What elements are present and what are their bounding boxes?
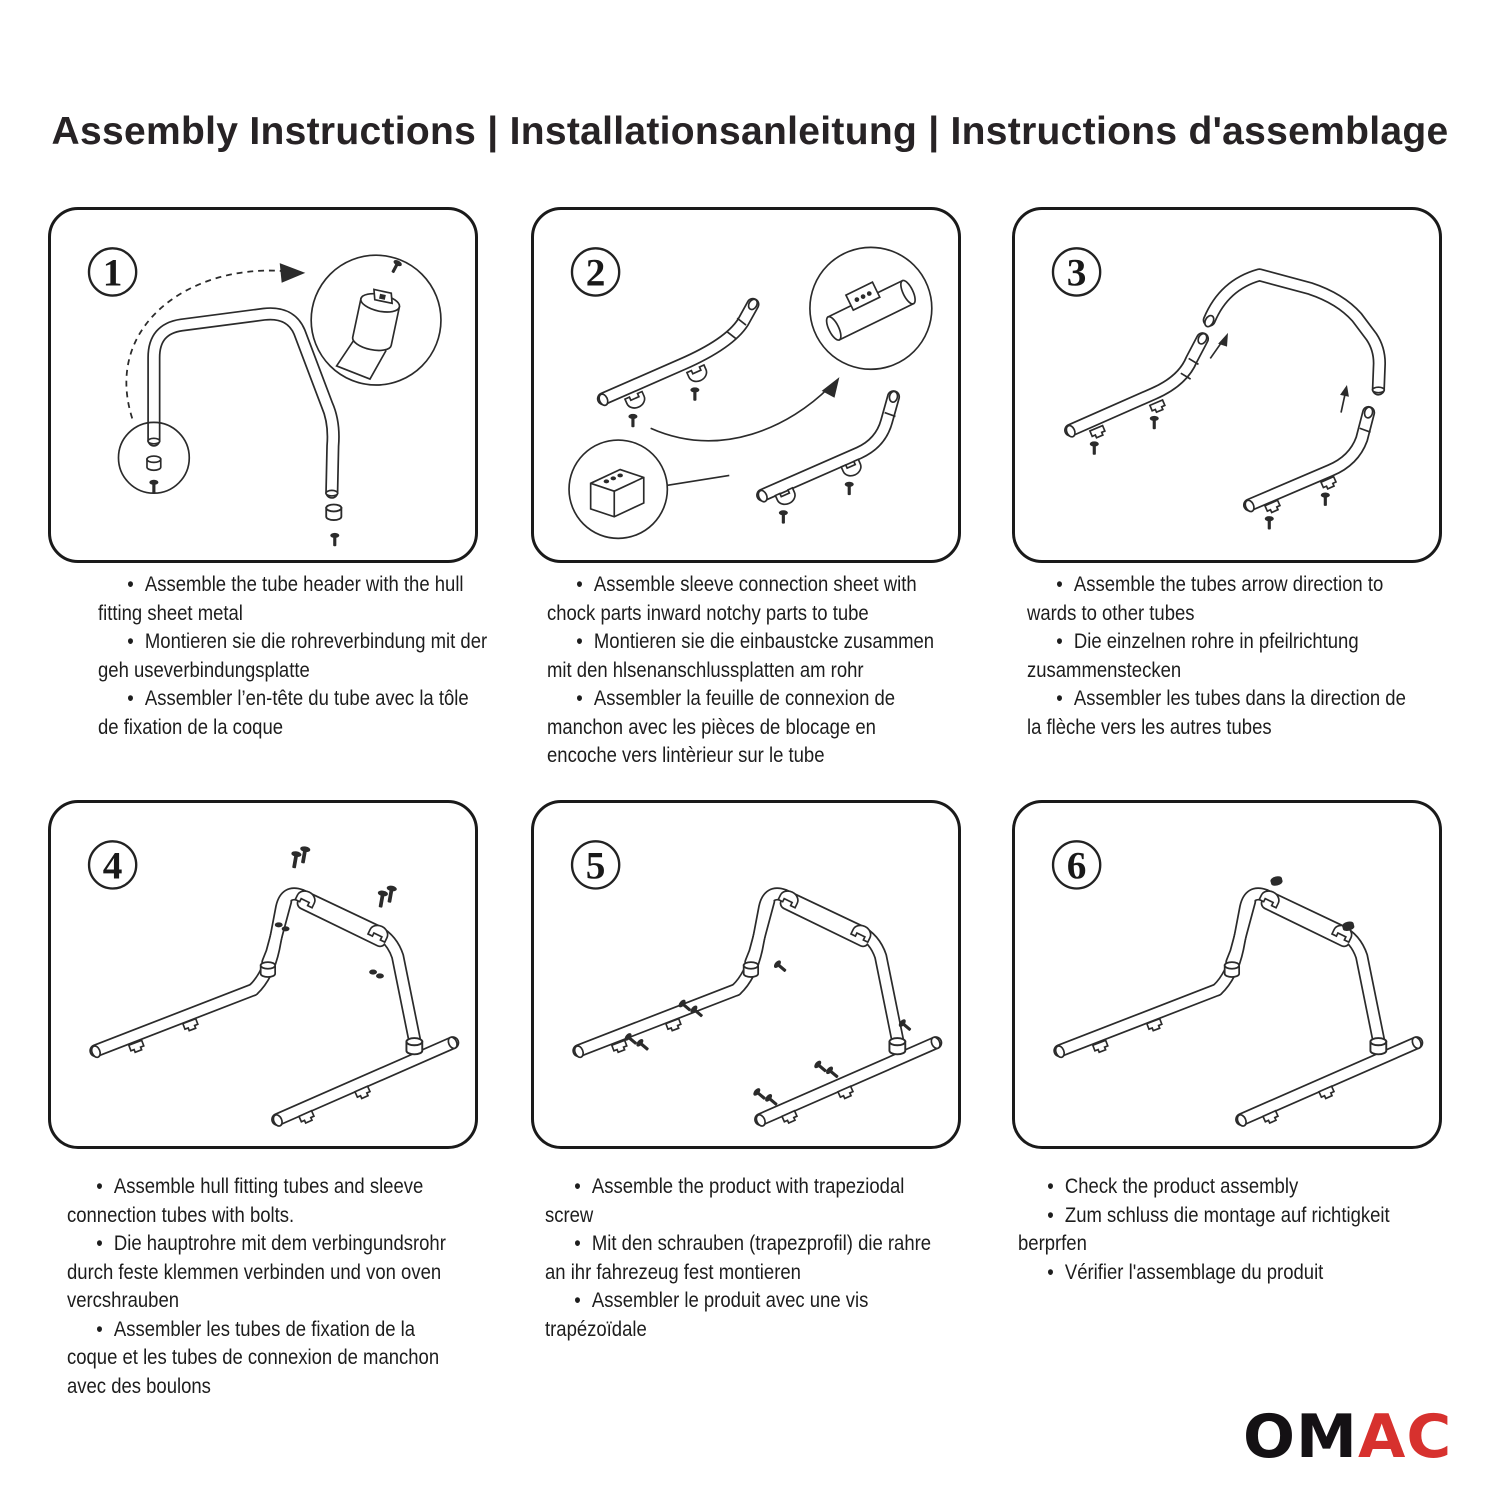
omac-logo bbox=[1243, 1402, 1452, 1472]
step-5-diagram bbox=[534, 803, 958, 1146]
instruction-de: • Die hauptrohre mit dem verbingundsrohr durch feste klemmen verbinden und von oven vercshrauben bbox=[67, 1229, 459, 1315]
svg-text:5: 5 bbox=[585, 843, 606, 888]
step-3-panel bbox=[1012, 207, 1442, 563]
step-1-instructions bbox=[98, 570, 490, 741]
step-5-instructions bbox=[545, 1172, 937, 1343]
step-number-badge bbox=[89, 841, 136, 888]
step-5-panel bbox=[531, 800, 961, 1149]
step-6-diagram bbox=[1015, 803, 1439, 1146]
logo-black-letters: OM bbox=[1243, 1402, 1358, 1472]
instruction-fr: • Vérifier l'assemblage du produit bbox=[1018, 1258, 1410, 1287]
step-number-badge bbox=[572, 248, 619, 295]
step-3-diagram bbox=[1015, 210, 1439, 560]
instruction-fr: • Assembler les tubes de fixation de la coque et les tubes de connexion de manchon avec des boulons bbox=[67, 1315, 459, 1401]
step-3-instructions bbox=[1027, 570, 1419, 741]
instruction-en: • Assemble the tubes arrow direction to wards to other tubes bbox=[1027, 570, 1419, 627]
instruction-en: • Assemble hull fitting tubes and sleeve connection tubes with bolts. bbox=[67, 1172, 459, 1229]
step-2-diagram bbox=[534, 210, 958, 560]
instruction-en: • Assemble sleeve connection sheet with chock parts inward notchy parts to tube bbox=[547, 570, 939, 627]
instruction-fr: • Assembler l’en-tête du tube avec la tôle de fixation de la coque bbox=[98, 684, 490, 741]
instruction-fr: • Assembler la feuille de connexion de manchon avec les pièces de blocage en encoche vers lintèrieur sur le tube bbox=[547, 684, 939, 770]
step-number-badge bbox=[89, 248, 136, 295]
svg-text:3: 3 bbox=[1066, 250, 1087, 295]
svg-text:1: 1 bbox=[102, 250, 123, 295]
step-4-diagram bbox=[51, 803, 475, 1146]
step-number-badge bbox=[572, 841, 619, 888]
step-1-panel bbox=[48, 207, 478, 563]
page-title: Assembly Instructions | Installationsanleitung | Instructions d'assemblage bbox=[51, 110, 1449, 154]
step-6-instructions bbox=[1018, 1172, 1410, 1286]
instruction-fr: • Assembler les tubes dans la direction de la flèche vers les autres tubes bbox=[1027, 684, 1419, 741]
instruction-de: • Montieren sie die einbaustcke zusammen mit den hlsenanschlussplatten am rohr bbox=[547, 627, 939, 684]
step-6-panel bbox=[1012, 800, 1442, 1149]
step-number-badge bbox=[1053, 248, 1100, 295]
instruction-de: • Mit den schrauben (trapezprofil) die rahre an ihr fahrezeug fest montieren bbox=[545, 1229, 937, 1286]
step-4-instructions bbox=[67, 1172, 459, 1400]
step-4-panel bbox=[48, 800, 478, 1149]
step-2-panel bbox=[531, 207, 961, 563]
svg-text:4: 4 bbox=[102, 843, 123, 888]
instruction-en: • Assemble the tube header with the hull fitting sheet metal bbox=[98, 570, 490, 627]
step-number-badge bbox=[1053, 841, 1100, 888]
instruction-de: • Montieren sie die rohreverbindung mit der geh useverbindungsplatte bbox=[98, 627, 490, 684]
instruction-de: • Die einzelnen rohre in pfeilrichtung zusammenstecken bbox=[1027, 627, 1419, 684]
instruction-en: • Assemble the product with trapeziodal screw bbox=[545, 1172, 937, 1229]
instruction-de: • Zum schluss die montage auf richtigkeit berprfen bbox=[1018, 1201, 1410, 1258]
step-2-instructions bbox=[547, 570, 939, 770]
instruction-fr: • Assembler le produit avec une vis trapézoïdale bbox=[545, 1286, 937, 1343]
svg-text:6: 6 bbox=[1066, 843, 1087, 888]
instruction-en: • Check the product assembly bbox=[1018, 1172, 1410, 1201]
svg-text:2: 2 bbox=[585, 250, 606, 295]
logo-red-letters: AC bbox=[1357, 1402, 1453, 1472]
step-1-diagram bbox=[51, 210, 475, 560]
